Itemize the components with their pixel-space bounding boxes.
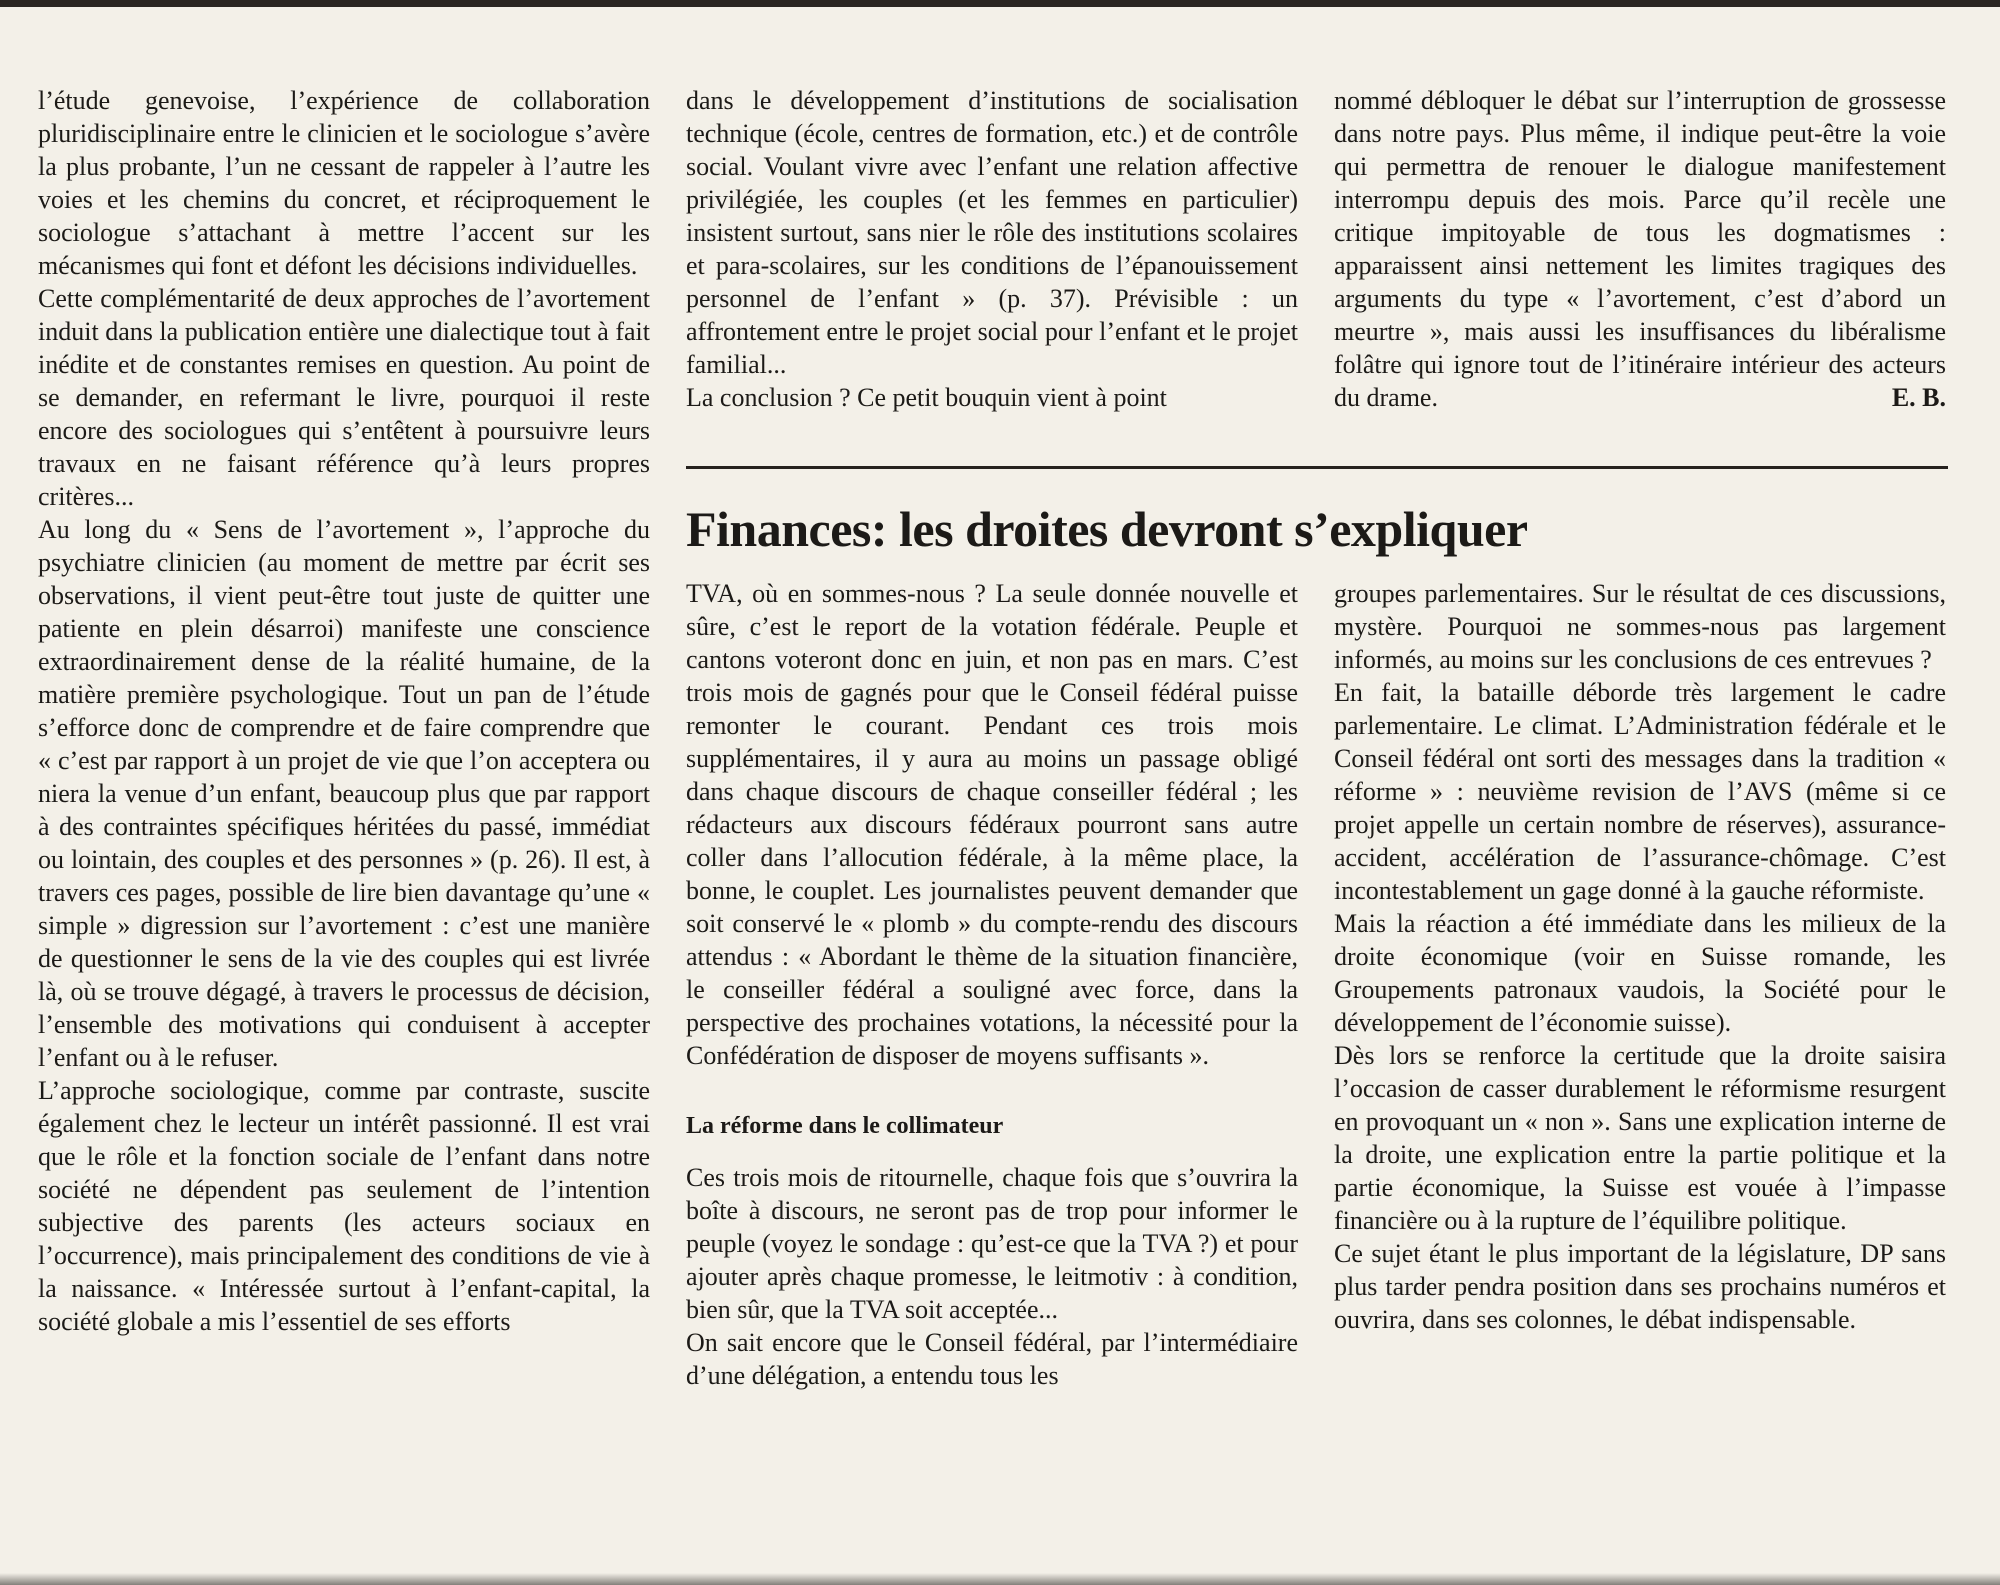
paragraph: On sait encore que le Conseil fédéral, par l’intermédiaire d’une délégation, a entendu tous les [686, 1328, 1298, 1390]
paragraph: dans le développement d’institutions de socialisation technique (école, centres de formation, etc.) et de contrôle social. Voulant vivre avec l’enfant une relation affective privilégiée, les couples (et les femmes en particulier) insistent surtout, sans nier le rôle des institutions scolaires et para-scolaires, sur les conditions de l’épanouissement personnel de l’enfant » (p. 37). Prévisible : un affrontement entre le projet social pour l’enfant et le projet familial... [686, 86, 1298, 379]
paragraph: Mais la réaction a été immédiate dans les milieux de la droite économique (voir en Suisse romande, les Groupements patronaux vaudois, la Société pour le développement de l’économie suisse). [1334, 909, 1946, 1037]
top-border-rule [0, 0, 2000, 7]
paragraph: groupes parlementaires. Sur le résultat de ces discussions, mystère. Pourquoi ne sommes-nous pas largement informés, au moins sur les conclusions de ces entrevues ? [1334, 579, 1946, 674]
paragraph: Ce sujet étant le plus important de la législature, DP sans plus tarder pendra position dans ses prochains numéros et ouvrira, dans ses colonnes, le débat indispensable. [1334, 1239, 1946, 1334]
section-divider [686, 466, 1948, 469]
bottom-scan-edge [0, 1573, 2000, 1585]
paragraph: En fait, la bataille déborde très largement le cadre parlementaire. Le climat. L’Administration fédérale et le Conseil fédéral ont sorti des messages dans la tradition « réforme » : neuvième revision de l’AVS (même si ce projet appelle un certain nombre de réserves), assurance-accident, accélération de l’assurance-chômage. C’est incontestablement un gage donné à la gauche réformiste. [1334, 678, 1946, 905]
paragraph: l’étude genevoise, l’expérience de collaboration pluridisciplinaire entre le clinicien et le sociologue s’avère la plus probante, l’un ne cessant de rappeler à l’autre les voies et les chemins du concret, et réciproquement le sociologue s’attachant à mettre l’accent sur les mécanismes qui font et défont les décisions individuelles. [38, 86, 650, 280]
article2-headline: Finances: les droites devront s’expliquer [686, 501, 1528, 557]
paragraph: TVA, où en sommes-nous ? La seule donnée nouvelle et sûre, c’est le report de la votation fédérale. Peuple et cantons voteront donc en juin, et non pas en mars. C’est trois mois de gagnés pour que le Conseil fédéral puisse remonter le courant. Pendant ces trois mois supplémentaires, il y aura au moins un passage obligé dans chaque discours de chaque conseiller fédéral ; les rédacteurs aux discours fédéraux pourront sans autre coller dans l’allocution fédérale, à la même place, la bonne, le couplet. Les journalistes peuvent demander que soit conservé le « plomb » du compte-rendu des discours attendus : « Abordant le thème de la situation financière, le conseiller fédéral a souligné avec force, dans la perspective des prochaines votations, la nécessité pour la Confédération de disposer de moyens suffisants ». [686, 579, 1298, 1070]
paragraph: Ces trois mois de ritournelle, chaque fois que s’ouvrira la boîte à discours, ne seront pas de trop pour informer le peuple (voyez le sondage : qu’est-ce que la TVA ?) et pour ajouter après chaque promesse, le leitmotiv : à condition, bien sûr, que la TVA soit acceptée... [686, 1163, 1298, 1324]
paragraph: nommé débloquer le débat sur l’interruption de grossesse dans notre pays. Plus même, il indique peut-être la voie qui permettra de renouer le dialogue manifestement interrompu depuis des mois. Parce qu’il recèle une critique impitoyable de tous les dogmatismes : apparaissent ainsi nettement les limites tragiques des arguments du type « l’avortement, c’est d’abord un meurtre », mais aussi les insuffisances du libéralisme folâtre qui ignore tout de l’itinéraire intérieur des acteurs du drame. [1334, 86, 1946, 412]
paragraph: L’approche sociologique, comme par contraste, suscite également chez le lecteur un intérêt passionné. Il est vrai que le rôle et la fonction sociale de l’enfant dans notre société ne dépendent pas seulement de l’intention subjective des parents (les acteurs sociaux en l’occurrence), mais principalement des conditions de vie à la naissance. « Intéressée surtout à l’enfant-capital, la société globale a mis l’essentiel de ses efforts [38, 1076, 650, 1336]
paragraph: Dès lors se renforce la certitude que la droite saisira l’occasion de casser durablement le réformisme resurgent en provoquant un « non ». Sans une explication interne de la droite, une explication entre la partie politique et la partie économique, la Suisse est vouée à l’impasse financière ou à la rupture de l’équilibre politique. [1334, 1041, 1946, 1235]
article1-column2 [686, 84, 1298, 414]
article2-column2 [1334, 577, 1946, 1336]
paragraph: La conclusion ? Ce petit bouquin vient à point [686, 383, 1167, 412]
paragraph: Cette complémentarité de deux approches de l’avortement induit dans la publication entière une dialectique tout à fait inédite et de constantes remises en question. Au point de se demander, en refermant le livre, pourquoi il reste encore des sociologues qui s’entêtent à poursuivre leurs travaux en ne faisant référence qu’à leurs propres critères... [38, 284, 650, 511]
author-signature: E. B. [1891, 383, 1946, 412]
article1-column3 [1334, 84, 1946, 414]
article1-column1 [38, 84, 650, 1338]
article2-column1 [686, 577, 1298, 1392]
article2-subheading: La réforme dans le collimateur [686, 1113, 1004, 1139]
paragraph: Au long du « Sens de l’avortement », l’approche du psychiatre clinicien (au moment de mettre par écrit ses observations, il vient peut-être tout juste de quitter une patiente en plein désarroi) manifeste une conscience extraordinairement dense de la réalité humaine, de la matière première psychologique. Tout un pan de l’étude s’efforce donc de comprendre et de faire comprendre que « c’est par rapport à un projet de vie que l’on acceptera ou niera la venue d’un enfant, beaucoup plus que par rapport à des contraintes spécifiques héritées du passé, immédiat ou lointain, des couples et des personnes » (p. 26). Il est, à travers ces pages, possible de lire bien davantage qu’une « simple » digression sur l’avortement : c’est une manière de questionner le sens de la vie des couples qui est livrée là, où se trouve dégagé, à travers le processus de décision, l’ensemble des motivations qui conduisent à accepter l’enfant ou à le refuser. [38, 515, 650, 1072]
